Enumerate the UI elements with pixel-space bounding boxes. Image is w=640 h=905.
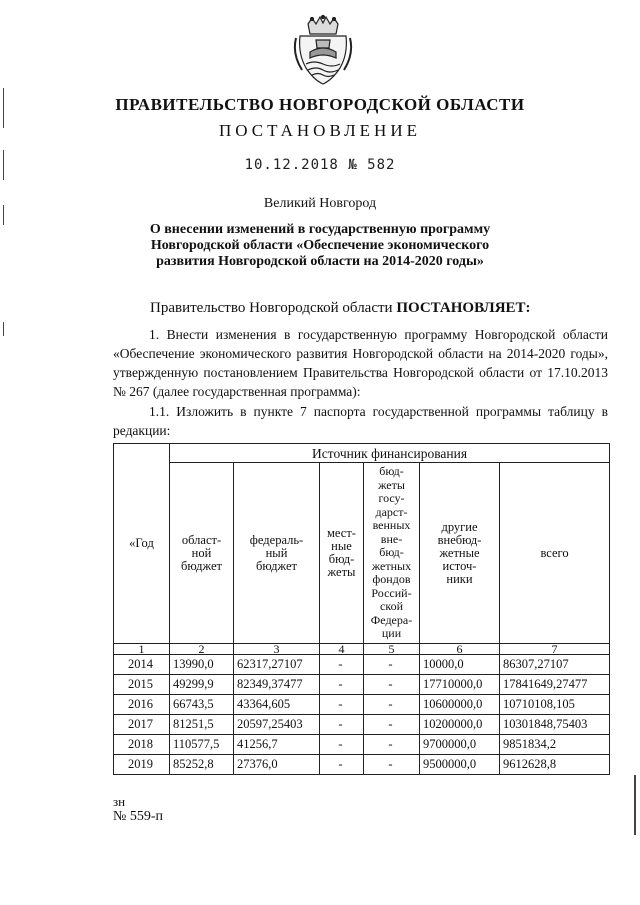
table-row	[114, 735, 610, 755]
table-cell: 17710000,0	[420, 675, 500, 695]
table-cell: 10000,0	[420, 655, 500, 675]
scan-margin-mark	[3, 205, 4, 225]
table-cell: -	[320, 735, 364, 755]
table-cell: 2015	[114, 675, 170, 695]
preamble-bold: ПОСТАНОВЛЯЕТ:	[396, 300, 531, 316]
table-cell: 2016	[114, 695, 170, 715]
table-cell: 9500000,0	[420, 755, 500, 775]
document-type: ПОСТАНОВЛЕНИЕ	[218, 121, 421, 140]
table-cell: -	[320, 655, 364, 675]
table-row	[114, 715, 610, 735]
column-header: всего	[500, 463, 610, 644]
table-cell: 10600000,0	[420, 695, 500, 715]
table-cell: 2019	[114, 755, 170, 775]
table-cell: 9700000,0	[420, 735, 500, 755]
table-row	[114, 695, 610, 715]
table-cell: 41256,7	[234, 735, 320, 755]
column-header: федераль- ный бюджет	[234, 463, 320, 644]
table-cell: -	[364, 675, 420, 695]
table-cell: -	[320, 675, 364, 695]
document-subject: О внесении изменений в государственную программу Новгородской области «Обеспечение экономического развития Новгородской области на 2014-2020 годы»	[149, 222, 491, 269]
table-cell: 9612628,8	[500, 755, 610, 775]
column-number: 2	[170, 644, 234, 655]
column-header: област- ной бюджет	[170, 463, 234, 644]
table-cell: -	[364, 715, 420, 735]
table-cell: 10710108,105	[500, 695, 610, 715]
table-cell: 110577,5	[170, 735, 234, 755]
table-cell: 81251,5	[170, 715, 234, 735]
column-header: бюд- жеты госу- дарст- венных вне- бюд- жетных фондов Россий- ской Федера- ции	[364, 463, 420, 644]
table-cell: 49299,9	[170, 675, 234, 695]
preamble	[150, 300, 531, 317]
table-cell: -	[320, 715, 364, 735]
footer	[113, 795, 163, 825]
table-body	[114, 655, 610, 775]
preamble-text: Правительство Новгородской области	[150, 300, 397, 316]
paragraph-item-1: 1. Внести изменения в государственную программу Новгородской области «Обеспечение экономического развития Новгородской области на 2014-2020 годы», утвержденную постановлением Правительства Новгородской области от 17.10.2013 № 267 (далее государственная программа):	[113, 327, 608, 399]
table-cell: 10301848,75403	[500, 715, 610, 735]
scan-margin-mark	[3, 88, 4, 128]
coat-of-arms-emblem	[292, 14, 354, 88]
table-cell: 2014	[114, 655, 170, 675]
table-cell: 9851834,2	[500, 735, 610, 755]
table-cell: -	[320, 695, 364, 715]
table-cell: 2018	[114, 735, 170, 755]
column-number-row	[114, 644, 610, 655]
document-date-number: 10.12.2018 № 582	[244, 157, 396, 173]
paragraph-item-1-1: 1.1. Изложить в пункте 7 паспорта государственной программы таблицу в редакции:	[113, 404, 608, 438]
table-cell: 27376,0	[234, 755, 320, 775]
table-row	[114, 755, 610, 775]
column-header-row	[114, 463, 610, 644]
table-cell: 20597,25403	[234, 715, 320, 735]
footer-initials: зн	[113, 794, 126, 809]
column-header: мест- ные бюд- жеты	[320, 463, 364, 644]
document-city: Великий Новгород	[263, 196, 377, 211]
column-number: 3	[234, 644, 320, 655]
scan-margin-mark	[3, 322, 4, 336]
footer-ref: № 559-п	[113, 809, 164, 824]
column-number: 5	[364, 644, 420, 655]
table-cell: 43364,605	[234, 695, 320, 715]
table-cell: 10200000,0	[420, 715, 500, 735]
scan-margin-mark	[3, 150, 4, 180]
table-cell: -	[364, 735, 420, 755]
column-number: 1	[114, 644, 170, 655]
header-source: Источник финансирования	[170, 444, 610, 463]
table-cell: 2017	[114, 715, 170, 735]
table-cell: 17841649,27477	[500, 675, 610, 695]
table-cell: 66743,5	[170, 695, 234, 715]
table-cell: 82349,37477	[234, 675, 320, 695]
column-number: 4	[320, 644, 364, 655]
table-cell: 85252,8	[170, 755, 234, 775]
table-cell: 13990,0	[170, 655, 234, 675]
scan-margin-mark	[634, 775, 636, 835]
table-cell: -	[364, 755, 420, 775]
column-number: 7	[500, 644, 610, 655]
header-year: «Год	[114, 444, 170, 644]
table-cell: 62317,27107	[234, 655, 320, 675]
financing-table	[113, 443, 610, 775]
column-header: другие внебюд- жетные источ- ники	[420, 463, 500, 644]
table-row	[114, 675, 610, 695]
government-title: ПРАВИТЕЛЬСТВО НОВГОРОДСКОЙ ОБЛАСТИ	[115, 95, 525, 114]
table-cell: -	[364, 695, 420, 715]
column-number: 6	[420, 644, 500, 655]
table-cell: 86307,27107	[500, 655, 610, 675]
table-row	[114, 655, 610, 675]
table-cell: -	[364, 655, 420, 675]
table-cell: -	[320, 755, 364, 775]
